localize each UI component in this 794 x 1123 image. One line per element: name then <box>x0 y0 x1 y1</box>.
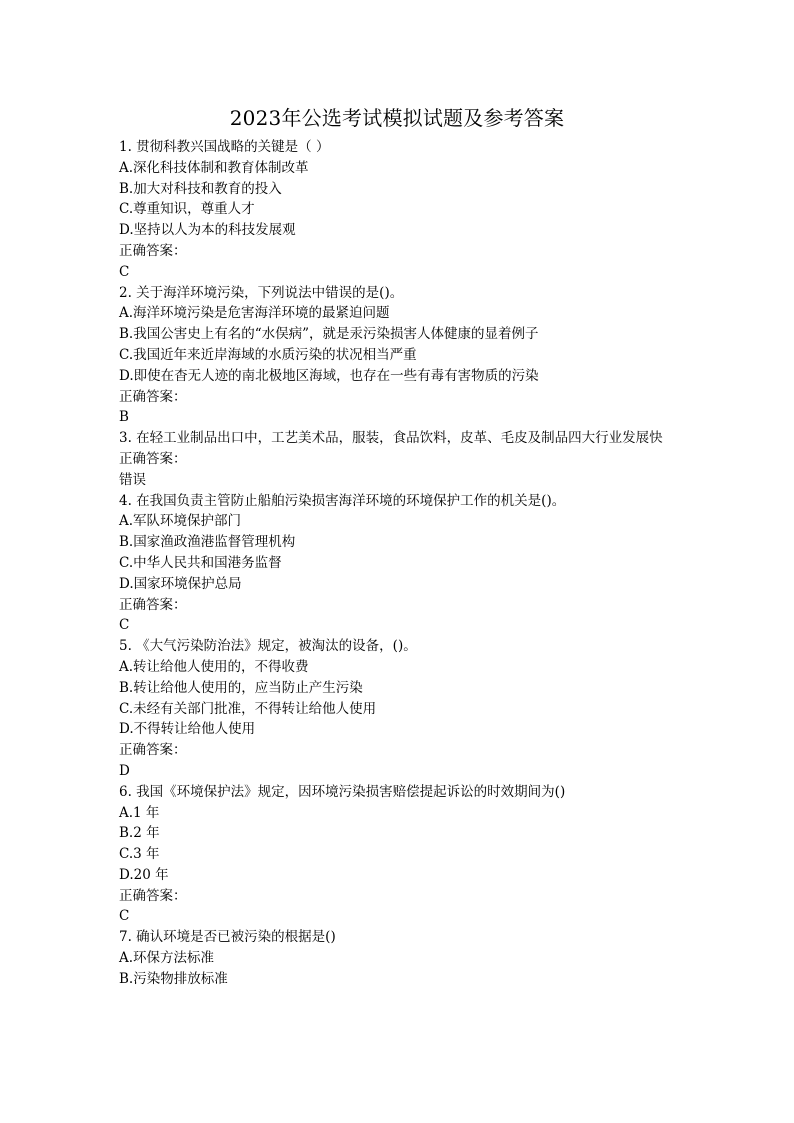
question-option: A.环保方法标准 <box>119 950 215 967</box>
answer-label: 正确答案： <box>119 242 187 259</box>
question-option: A.深化科技体制和教育体制改革 <box>119 159 309 176</box>
question-stem: 3. 在轻工业制品出口中，工艺美术品，服装，食品饮料，皮革、毛皮及制品四大行业发展快 <box>119 430 663 447</box>
question-option: C.尊重知识，尊重人才 <box>119 201 255 218</box>
question-stem: 1. 贯彻科教兴国战略的关键是（ ） <box>119 139 330 155</box>
answer-label: 正确答案： <box>119 742 187 759</box>
question-option: C.中华人民共和国港务监督 <box>119 554 282 571</box>
question-option: C.未经有关部门批准，不得转让给他人使用 <box>119 700 377 717</box>
answer-value: C <box>119 908 130 925</box>
question-option: A.1 年 <box>119 804 160 821</box>
question-option: A.军队环境保护部门 <box>119 513 242 530</box>
question-option: D.坚持以人为本的科技发展观 <box>119 222 296 239</box>
question-option: D.不得转让给他人使用 <box>119 721 256 738</box>
question-option: B.国家渔政渔港监督管理机构 <box>119 534 296 551</box>
answer-label: 正确答案： <box>119 887 187 904</box>
question-option: D.20 年 <box>119 866 169 883</box>
question-option: B.转让给他人使用的，应当防止产生污染 <box>119 679 363 696</box>
question-option: C.我国近年来近岸海域的水质污染的状况相当严重 <box>119 346 417 363</box>
answer-value: 错误 <box>119 471 146 488</box>
question-option: A.海洋环境污染是危害海洋环境的最紧迫问题 <box>119 305 390 322</box>
question-option: B.2 年 <box>119 825 160 842</box>
question-stem: 7. 确认环境是否已被污染的根据是() <box>119 929 336 946</box>
answer-value: B <box>119 409 129 426</box>
answer-label: 正确答案： <box>119 388 187 405</box>
answer-label: 正确答案： <box>119 450 187 467</box>
answer-value: D <box>119 762 130 779</box>
question-stem: 5. 《大气污染防治法》规定，被淘汰的设备，()。 <box>119 638 417 655</box>
answer-value: C <box>119 617 130 634</box>
question-option: D.国家环境保护总局 <box>119 575 242 592</box>
question-stem: 6. 我国《环境保护法》规定，因环境污染损害赔偿提起诉讼的时效期间为() <box>119 783 566 800</box>
document-title: 2023年公选考试模拟试题及参考答案 <box>229 106 565 130</box>
question-option: B.污染物排放标准 <box>119 970 228 987</box>
question-option: C.3 年 <box>119 846 160 863</box>
answer-label: 正确答案： <box>119 596 187 613</box>
question-option: B.加大对科技和教育的投入 <box>119 180 282 197</box>
question-option: B.我国公害史上有名的“水俣病”，就是汞污染损害人体健康的显着例子 <box>119 326 539 343</box>
answer-value: C <box>119 263 130 280</box>
question-stem: 2. 关于海洋环境污染，下列说法中错误的是()。 <box>119 284 404 301</box>
question-stem: 4. 在我国负责主管防止船舶污染损害海洋环境的环境保护工作的机关是()。 <box>119 492 566 509</box>
question-option: A.转让给他人使用的，不得收费 <box>119 658 309 675</box>
question-option: D.即使在杳无人迹的南北极地区海域，也存在一些有毒有害物质的污染 <box>119 367 539 384</box>
question-list <box>119 137 684 990</box>
